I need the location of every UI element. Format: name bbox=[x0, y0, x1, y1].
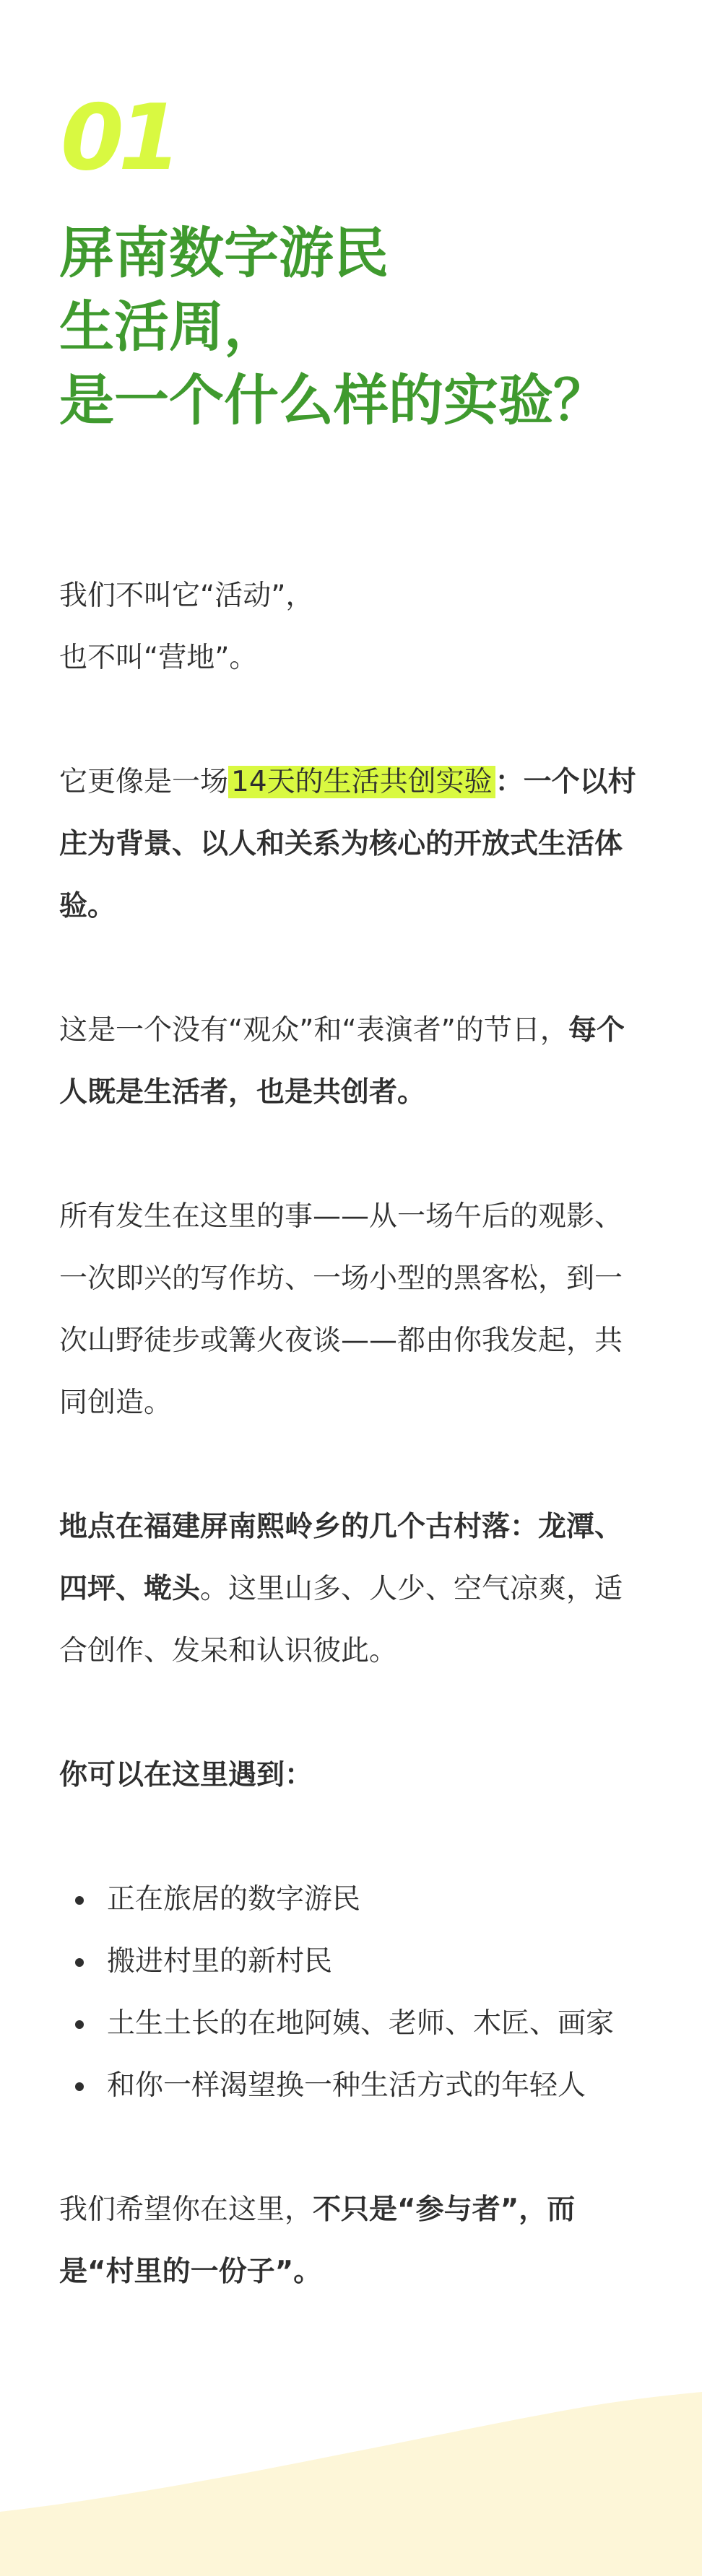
wave-shape bbox=[0, 2392, 702, 2576]
hope-text: 我们希望你在这里， bbox=[59, 2193, 313, 2226]
paragraph-hope bbox=[59, 2179, 644, 2303]
list-item: 土生土长的在地阿姨、老师、木匠、画家 bbox=[59, 1993, 644, 2055]
paragraph-location bbox=[59, 1496, 644, 1682]
title-line-3: 是一个什么样的实验？ bbox=[59, 368, 608, 432]
hope-bold: 不只是“参与者”，而是“村里的一份子”。 bbox=[59, 2193, 576, 2288]
page-title bbox=[59, 217, 695, 437]
section-number: 01 bbox=[61, 84, 176, 191]
list-item: 和你一样渴望换一种生活方式的年轻人 bbox=[59, 2055, 644, 2117]
highlight-experiment: 14天的生活共创实验 bbox=[228, 766, 495, 798]
paragraph-activities: 所有发生在这里的事——从一场午后的观影、一次即兴的写作坊、一场小型的黑客松，到一次山野徒步或篝火夜谈——都由你我发起，共同创造。 bbox=[59, 1200, 623, 1419]
festival-bold: 每个人既是生活者，也是共创者。 bbox=[59, 1014, 625, 1109]
paragraph-intro bbox=[59, 565, 644, 689]
paragraph-festival bbox=[59, 1000, 644, 1124]
paragraph-meet-heading bbox=[59, 1745, 644, 1807]
location-text: 。这里山多、人少、空气凉爽，适合创作、发呆和认识彼此。 bbox=[59, 1573, 623, 1667]
intro-line-1: 我们不叫它“活动”， bbox=[59, 580, 314, 612]
decorative-wave bbox=[0, 2382, 702, 2576]
article-body bbox=[59, 565, 644, 2303]
title-line-1: 屏南数字游民 bbox=[59, 221, 389, 285]
festival-text: 这是一个没有“观众”和“表演者”的节日， bbox=[59, 1014, 568, 1047]
list-item: 正在旅居的数字游民 bbox=[59, 1869, 644, 1931]
experiment-bold: ：一个以村庄为背景、以人和关系为核心的开放式生活体验。 bbox=[59, 766, 636, 922]
paragraph-experiment bbox=[59, 751, 644, 938]
location-bold: 地点在福建屏南熙岭乡的几个古村落：龙潭、四坪、墘头 bbox=[59, 1511, 623, 1605]
list-item: 搬进村里的新村民 bbox=[59, 1931, 644, 1993]
experiment-text: 它更像是一场 bbox=[59, 766, 229, 798]
title-line-2: 生活周， bbox=[59, 294, 279, 359]
intro-line-2: 也不叫“营地”。 bbox=[59, 642, 258, 674]
meet-list bbox=[59, 1869, 644, 2117]
meet-heading: 你可以在这里遇到： bbox=[59, 1759, 313, 1791]
